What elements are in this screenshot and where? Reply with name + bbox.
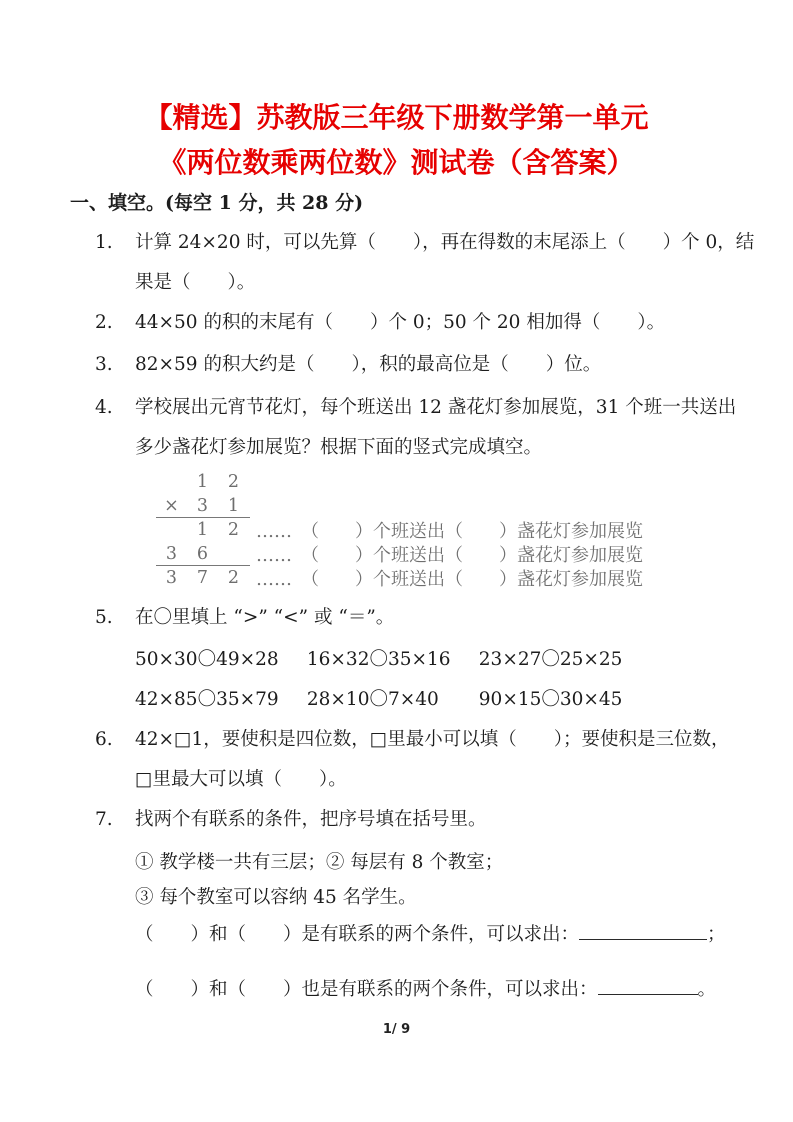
digit-cell: 3 bbox=[165, 543, 178, 564]
multiply-sign: × bbox=[164, 495, 179, 516]
vcalc-row-product bbox=[156, 566, 643, 590]
question-3-text: 82×59 的积大约是（ ），积的最高位是（ ）位。 bbox=[135, 354, 602, 375]
vcalc-annotation-2: …… （ ）个班送出（ ）盏花灯参加展览 bbox=[256, 545, 643, 566]
vertical-multiplication bbox=[156, 470, 643, 590]
vcalc-digits-with-rule bbox=[156, 495, 250, 518]
comparison-expression: 16×32〇35×16 bbox=[306, 649, 451, 670]
question-5-expressions-row-1 bbox=[135, 645, 645, 671]
vcalc-row-multiplicand bbox=[156, 470, 643, 494]
question-1-line-1 bbox=[95, 230, 754, 256]
digit-cell: 7 bbox=[196, 568, 209, 588]
vcalc-row-partial-2 bbox=[156, 542, 643, 566]
digit-cell bbox=[218, 543, 249, 565]
question-2-text: 44×50 的积的末尾有（ ）个 0；50 个 20 相加得（ ）。 bbox=[135, 312, 666, 333]
question-7-conditions-1-2: ① 教学楼一共有三层；② 每层有 8 个教室； bbox=[135, 852, 504, 873]
question-2-line-1 bbox=[95, 310, 665, 336]
vcalc-annotation-1: …… （ ）个班送出（ ）盏花灯参加展览 bbox=[256, 521, 643, 542]
question-7-text: 找两个有联系的条件，把序号填在括号里。 bbox=[135, 809, 487, 830]
digit-cell: 2 bbox=[227, 520, 240, 540]
question-3-line-1 bbox=[95, 352, 601, 378]
digit-cell: 1 bbox=[196, 520, 209, 540]
question-6-text: 42×□1，要使积是四位数，□里最小可以填（ ）；要使积是三位数， bbox=[135, 729, 730, 750]
question-5-line-1 bbox=[95, 605, 394, 631]
question-4-number: 4. bbox=[95, 397, 113, 418]
comparison-expression: 90×15〇30×45 bbox=[478, 689, 623, 710]
answer-blank-line bbox=[579, 935, 707, 940]
answer-line-2-punct: 。 bbox=[697, 979, 717, 1000]
vcalc-digits bbox=[156, 567, 250, 589]
digit-cell: 2 bbox=[227, 568, 240, 588]
question-3-number: 3. bbox=[95, 354, 113, 375]
digit-cell: 3 bbox=[165, 568, 178, 588]
comparison-expression: 23×27〇25×25 bbox=[478, 649, 623, 670]
digit-cell: 6 bbox=[196, 543, 209, 564]
digit-cell: 2 bbox=[227, 472, 240, 492]
answer-line-1-text: （ ）和（ ）是有联系的两个条件，可以求出： bbox=[135, 924, 580, 945]
vcalc-row-multiplier bbox=[156, 494, 643, 518]
question-5-text: 在〇里填上 “>” “<” 或 “＝”。 bbox=[135, 607, 395, 628]
question-7-answer-line-2 bbox=[135, 977, 716, 1003]
question-6-line-1 bbox=[95, 727, 730, 753]
digit-cell bbox=[156, 471, 187, 493]
question-2-number: 2. bbox=[95, 312, 113, 333]
paper-title-line-1: 【精选】苏教版三年级下册数学第一单元 bbox=[144, 101, 649, 134]
vcalc-digits-with-rule bbox=[156, 543, 250, 566]
paper-title-line-2: 《两位数乘两位数》测试卷（含答案） bbox=[158, 146, 635, 179]
digit-cell: 1 bbox=[196, 472, 209, 492]
question-7-number: 7. bbox=[95, 809, 113, 830]
digit-cell: 1 bbox=[227, 495, 240, 516]
question-6-line-2: □里最大可以填（ ）。 bbox=[135, 769, 347, 790]
question-4-text: 学校展出元宵节花灯，每个班送出 12 盏花灯参加展览，31 个班一共送出 bbox=[135, 397, 737, 418]
question-6-number: 6. bbox=[95, 729, 113, 750]
answer-line-1-punct: ； bbox=[707, 924, 726, 945]
comparison-expression: 42×85〇35×79 bbox=[135, 689, 279, 710]
comparison-expression: 50×30〇49×28 bbox=[135, 649, 279, 670]
question-4-line-1 bbox=[95, 395, 736, 421]
answer-blank-line bbox=[598, 990, 698, 995]
question-1-number: 1. bbox=[95, 232, 113, 253]
question-5-number: 5. bbox=[95, 607, 113, 628]
vcalc-digits bbox=[156, 471, 250, 493]
answer-line-2-text: （ ）和（ ）也是有联系的两个条件，可以求出： bbox=[135, 979, 598, 1000]
vcalc-row-partial-1 bbox=[156, 518, 643, 542]
vcalc-digits bbox=[156, 519, 250, 541]
vcalc-annotation-3: …… （ ）个班送出（ ）盏花灯参加展览 bbox=[256, 569, 643, 590]
page-number: 1/ 9 bbox=[382, 1022, 411, 1037]
question-7-answer-line-1 bbox=[135, 922, 726, 948]
question-1-text: 计算 24×20 时，可以先算（ ），再在得数的末尾添上（ ）个 0，结 bbox=[135, 232, 755, 253]
question-5-expressions-row-2 bbox=[135, 685, 645, 711]
digit-cell: 3 bbox=[196, 495, 209, 516]
digit-cell bbox=[156, 519, 187, 541]
question-7-line-1 bbox=[95, 807, 487, 833]
question-4-line-2: 多少盏花灯参加展览？根据下面的竖式完成填空。 bbox=[135, 437, 543, 458]
question-1-line-2: 果是（ ）。 bbox=[135, 272, 256, 293]
section-heading: 一、填空。(每空 1 分，共 28 分) bbox=[70, 192, 364, 214]
comparison-expression: 28×10〇7×40 bbox=[306, 689, 439, 710]
question-7-condition-3: ③ 每个教室可以容纳 45 名学生。 bbox=[135, 887, 417, 908]
